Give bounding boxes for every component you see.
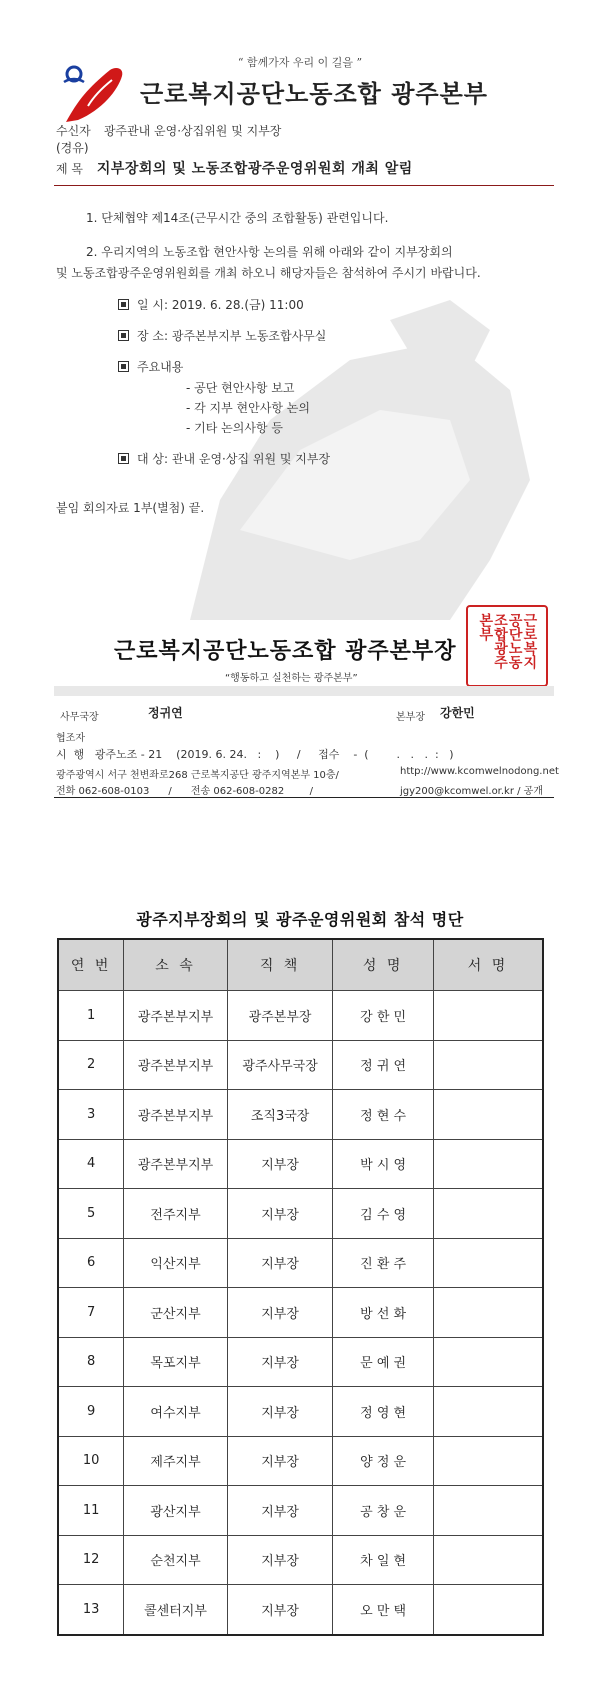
target-text: 대 상: 관내 운영·상집 위원 및 지부장 <box>137 452 331 466</box>
square-bullet-icon <box>118 361 129 372</box>
official-seal <box>466 605 548 687</box>
header-divider <box>54 185 554 186</box>
agenda-label: 주요내용 <box>137 360 184 374</box>
address-line: 광주광역시 서구 천변좌로268 근로복지공단 광주지역본부 10층/ <box>56 770 339 781</box>
cell-branch: 광산지부 <box>124 1486 228 1536</box>
cell-name: 차 일 현 <box>333 1535 434 1585</box>
cell-position: 지부장 <box>227 1288 333 1338</box>
cell-branch: 광주본부지부 <box>124 991 228 1041</box>
paragraph-1: 1. 단체협약 제14조(근무시간 중의 조합활동) 관련입니다. <box>86 211 389 225</box>
cell-number: 12 <box>58 1535 124 1585</box>
agenda-item <box>118 358 183 375</box>
table-row <box>58 1288 543 1338</box>
cell-name: 정 현 수 <box>333 1090 434 1140</box>
recipient-label: 수신자 <box>56 124 91 138</box>
cell-branch: 콜센터지부 <box>124 1585 228 1635</box>
cell-name: 김 수 영 <box>333 1189 434 1239</box>
cell-position: 지부장 <box>227 1486 333 1536</box>
cell-position: 조직3국장 <box>227 1090 333 1140</box>
recipient-line <box>56 122 281 139</box>
email-line: jgy200@kcomwel.or.kr / 공개 <box>400 786 544 797</box>
cell-branch: 여수지부 <box>124 1387 228 1437</box>
chief-label: 본부장 <box>396 712 425 723</box>
enforcement-line: 시 행 광주노조 - 21 (2019. 6. 24. : ) / 접수 - ( . . . : ) <box>56 748 454 761</box>
cell-number: 1 <box>58 991 124 1041</box>
attendance-title: 광주지부장회의 및 광주운영위원회 참석 명단 <box>136 910 464 929</box>
subject-value: 지부장회의 및 노동조합광주운영위원회 개최 알림 <box>96 161 413 177</box>
paragraph-2-line-2: 및 노동조합광주운영위원회를 개최 하오니 해당자들은 참석하여 주시기 바랍니다. <box>56 266 481 280</box>
cell-branch: 광주본부지부 <box>124 1040 228 1090</box>
cell-signature[interactable] <box>433 1535 543 1585</box>
cell-branch: 순천지부 <box>124 1535 228 1585</box>
cell-number: 13 <box>58 1585 124 1635</box>
footer-divider <box>54 797 554 798</box>
cell-branch: 목포지부 <box>124 1337 228 1387</box>
date-text: 일 시: 2019. 6. 28.(금) 11:00 <box>137 298 304 312</box>
agenda-entry: - 공단 현안사항 보고 <box>186 381 295 395</box>
table-row <box>58 991 543 1041</box>
secretary-label: 사무국장 <box>60 712 99 723</box>
via-line: (경유) <box>56 141 89 155</box>
cell-name: 정 귀 연 <box>333 1040 434 1090</box>
attendance-table <box>57 938 544 1636</box>
cell-name: 공 창 운 <box>333 1486 434 1536</box>
cell-signature[interactable] <box>433 1337 543 1387</box>
cell-name: 방 선 화 <box>333 1288 434 1338</box>
agenda-entry: - 각 지부 현안사항 논의 <box>186 401 310 415</box>
phone-line: 전화 062-608-0103 / 전송 062-608-0282 / <box>56 786 313 797</box>
table-row <box>58 1486 543 1536</box>
cell-position: 지부장 <box>227 1337 333 1387</box>
signature-slogan: “행동하고 실천하는 광주본부” <box>225 673 358 684</box>
cell-branch: 군산지부 <box>124 1288 228 1338</box>
cell-position: 지부장 <box>227 1189 333 1239</box>
union-logo-icon <box>58 60 130 126</box>
cell-signature[interactable] <box>433 1486 543 1536</box>
cell-branch: 광주본부지부 <box>124 1090 228 1140</box>
cell-number: 9 <box>58 1387 124 1437</box>
square-bullet-icon <box>118 453 129 464</box>
square-bullet-icon <box>118 299 129 310</box>
cell-signature[interactable] <box>433 1090 543 1140</box>
table-row <box>58 1090 543 1140</box>
signature-title: 근로복지공단노동조합 광주본부장 <box>114 638 457 664</box>
cell-signature[interactable] <box>433 991 543 1041</box>
table-row <box>58 1436 543 1486</box>
cell-number: 10 <box>58 1436 124 1486</box>
seal-text: 근로복지공단노동조합광주본부 <box>477 613 538 669</box>
paragraph-2-line-1: 2. 우리지역의 노동조합 현안사항 논의를 위해 아래와 같이 지부장회의 <box>86 245 453 259</box>
cell-position: 지부장 <box>227 1238 333 1288</box>
cooperator-label: 협조자 <box>56 733 85 744</box>
cell-signature[interactable] <box>433 1585 543 1635</box>
place-item <box>118 327 326 344</box>
table-row <box>58 1337 543 1387</box>
subject-label: 제 목 <box>56 162 83 176</box>
website-link[interactable]: http://www.kcomwelnodong.net <box>400 766 559 777</box>
cell-branch: 제주지부 <box>124 1436 228 1486</box>
cell-position: 지부장 <box>227 1585 333 1635</box>
header-cell: 연 번 <box>58 939 124 991</box>
cell-number: 4 <box>58 1139 124 1189</box>
attachment-note: 붙임 회의자료 1부(별첨) 끝. <box>56 501 205 515</box>
cell-name: 정 영 현 <box>333 1387 434 1437</box>
header-cell: 소 속 <box>124 939 228 991</box>
cell-name: 양 정 운 <box>333 1436 434 1486</box>
cell-branch: 전주지부 <box>124 1189 228 1239</box>
cell-branch: 광주본부지부 <box>124 1139 228 1189</box>
cell-number: 11 <box>58 1486 124 1536</box>
cell-signature[interactable] <box>433 1040 543 1090</box>
cell-position: 광주사무국장 <box>227 1040 333 1090</box>
cell-signature[interactable] <box>433 1238 543 1288</box>
agenda-entry: - 기타 논의사항 등 <box>186 421 283 435</box>
header-cell: 서 명 <box>433 939 543 991</box>
header-cell: 직 책 <box>227 939 333 991</box>
cell-number: 3 <box>58 1090 124 1140</box>
recipient-value: 광주관내 운영·상집위원 및 지부장 <box>103 124 282 138</box>
table-row <box>58 1189 543 1239</box>
target-item <box>118 450 330 467</box>
cell-number: 2 <box>58 1040 124 1090</box>
cell-branch: 익산지부 <box>124 1238 228 1288</box>
header-slogan: “ 함께가자 우리 이 길을 ” <box>237 56 363 69</box>
cell-name: 문 예 권 <box>333 1337 434 1387</box>
chief-signature: 강한민 <box>440 706 475 720</box>
cell-name: 오 만 택 <box>333 1585 434 1635</box>
table-row <box>58 1139 543 1189</box>
organization-title: 근로복지공단노동조합 광주본부 <box>140 79 488 108</box>
cell-name: 진 환 주 <box>333 1238 434 1288</box>
cell-name: 강 한 민 <box>333 991 434 1041</box>
table-row <box>58 1238 543 1288</box>
cell-signature[interactable] <box>433 1436 543 1486</box>
square-bullet-icon <box>118 330 129 341</box>
cell-position: 지부장 <box>227 1139 333 1189</box>
header-cell: 성 명 <box>333 939 434 991</box>
cell-signature[interactable] <box>433 1189 543 1239</box>
cell-signature[interactable] <box>433 1139 543 1189</box>
subject-line <box>56 158 413 178</box>
cell-position: 지부장 <box>227 1535 333 1585</box>
cell-position: 광주본부장 <box>227 991 333 1041</box>
cell-signature[interactable] <box>433 1288 543 1338</box>
place-text: 장 소: 광주본부지부 노동조합사무실 <box>137 329 327 343</box>
cell-name: 박 시 영 <box>333 1139 434 1189</box>
secretary-signature: 정귀연 <box>148 706 183 720</box>
cell-signature[interactable] <box>433 1387 543 1437</box>
cell-position: 지부장 <box>227 1436 333 1486</box>
cell-number: 6 <box>58 1238 124 1288</box>
table-header-row <box>58 939 543 991</box>
cell-position: 지부장 <box>227 1387 333 1437</box>
cell-number: 8 <box>58 1337 124 1387</box>
gray-band <box>54 686 554 696</box>
table-row <box>58 1535 543 1585</box>
date-item <box>118 296 304 313</box>
table-row <box>58 1040 543 1090</box>
table-row <box>58 1585 543 1635</box>
cell-number: 7 <box>58 1288 124 1338</box>
table-row <box>58 1387 543 1437</box>
cell-number: 5 <box>58 1189 124 1239</box>
